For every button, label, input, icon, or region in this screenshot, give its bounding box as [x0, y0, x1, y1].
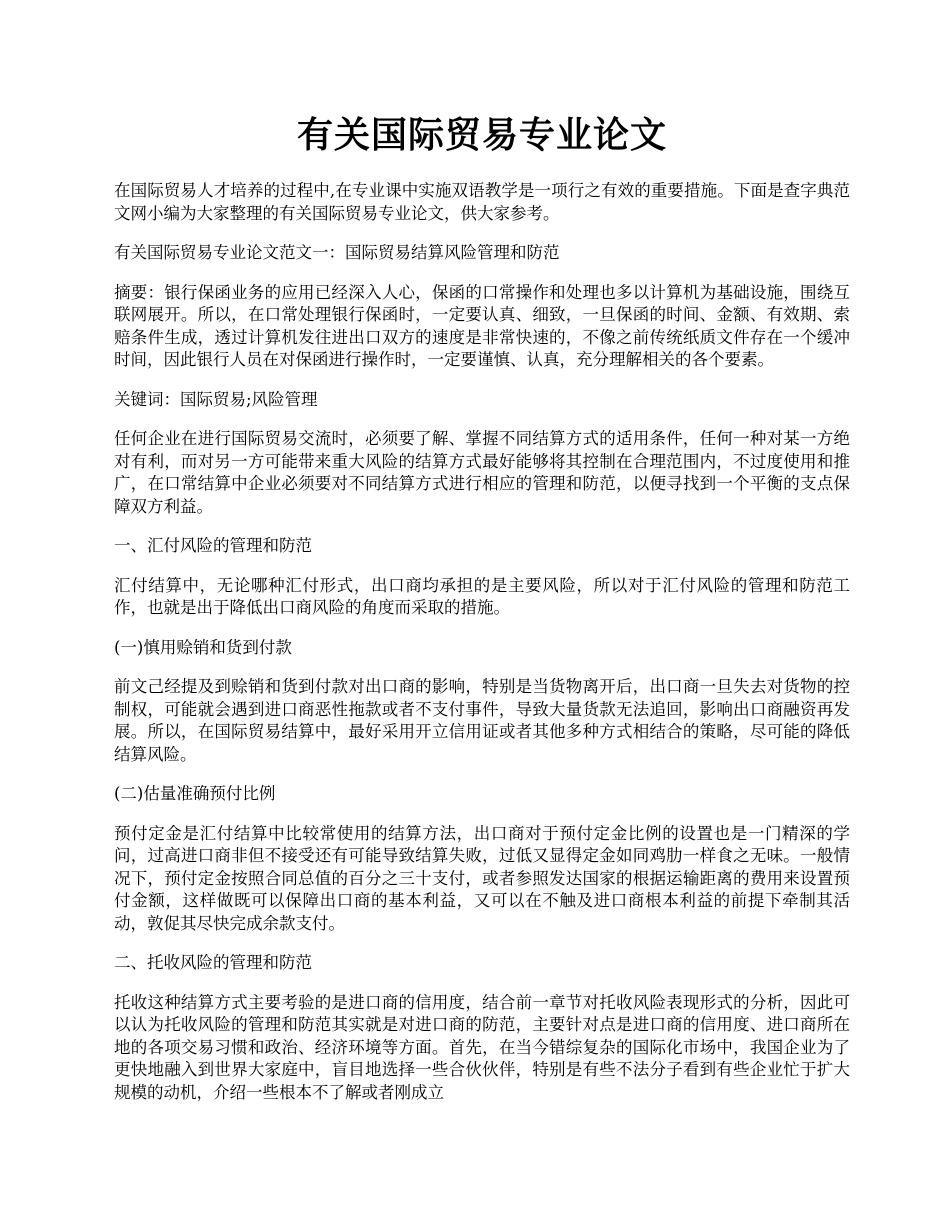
paragraph-body: 汇付结算中，无论哪种汇付形式，出口商均承担的是主要风险，所以对于汇付风险的管理和防范工作，也就是出于降低出口商风险的角度而采取的措施。: [114, 575, 850, 617]
document-title: 有关国际贸易专业论文: [296, 115, 667, 156]
document-page: [114, 0, 850, 1121]
paragraph-body: 前文己经提及到赊销和货到付款对出口商的影响，特别是当货物离开后，出口商一旦失去对货物的控制权，可能就会遇到进口商恶性拖款或者不支付事件，导致大量货款无法追回，影响出口商融资再发展。所以，在国际贸易结算中，最好采用开立信用证或者其他多种方式相结合的策略，尽可能的降低结算风险。: [114, 677, 850, 764]
paragraph-keywords: 关键词：国际贸易;风险管理: [114, 389, 318, 409]
document-body: [114, 180, 850, 1104]
subsection-heading: (一)慎用赊销和货到付款: [114, 637, 292, 657]
section-heading: 一、汇付风险的管理和防范: [114, 536, 312, 555]
paragraph-body: 任何企业在进行国际贸易交流时，必须要了解、掌握不同结算方式的适用条件，任何一种对某一方绝对有利，而对另一方可能带来重大风险的结算方式最好能够将其控制在合理范围内，不过度使用和推广，在口常结算中企业必须要对不同结算方式进行相应的管理和防范，以便寻找到一个平衡的支点保障双方利益。: [114, 429, 850, 516]
paragraph-body: 预付定金是汇付结算中比较常使用的结算方法，出口商对于预付定金比例的设置也是一门精深的学问，过高进口商非但不接受还有可能导致结算失败，过低又显得定金如同鸡肋一样食之无味。一般情况下，预付定金按照合同总值的百分之三十支付，或者参照发达国家的根据运输距离的费用来设置预付金额，这样做既可以保障出口商的基本利益，又可以在不触及进口商根本利益的前提下牵制其活动，敦促其尽快完成余款支付。: [114, 823, 850, 933]
subsection-heading: (二)估量准确预付比例: [114, 784, 276, 803]
paragraph-body: 托收这种结算方式主要考验的是进口商的信用度，结合前一章节对托收风险表现形式的分析，因此可以认为托收风险的管理和防范其实就是对进口商的防范，主要针对点是进口商的信用度、进口商所在地的各项交易习惯和政治、经济环境等方面。首先，在当今错综复杂的国际化市场中，我国企业为了更快地融入到世界大家庭中，盲目地选择一些合伙伙伴，特别是有些不法分子看到有些企业忙于扩大规模的动机，介绍一些根本不了解或者刚成立: [114, 992, 850, 1102]
section-heading: 二、托收风险的管理和防范: [114, 953, 312, 972]
paragraph-abstract: 摘要：银行保函业务的应用已经深入人心，保函的口常操作和处理也多以计算机为基础设施，围绕互联网展开。所以，在口常处理银行保函时，一定要认真、细致，一旦保函的时间、金额、有效期、索赔条件生成，透过计算机发往进出口双方的速度是非常快速的，不像之前传统纸质文件存在一个缓冲时间，因此银行人员在对保函进行操作时，一定要谨慎、认真，充分理解相关的各个要素。: [114, 282, 850, 369]
paragraph-subtitle: 有关国际贸易专业论文范文一：国际贸易结算风险管理和防范: [114, 243, 560, 262]
paragraph-intro: 在国际贸易人才培养的过程中,在专业课中实施双语教学是一项行之有效的重要措施。下面是查字典范文网小编为大家整理的有关国际贸易专业论文，供大家参考。: [114, 181, 850, 223]
